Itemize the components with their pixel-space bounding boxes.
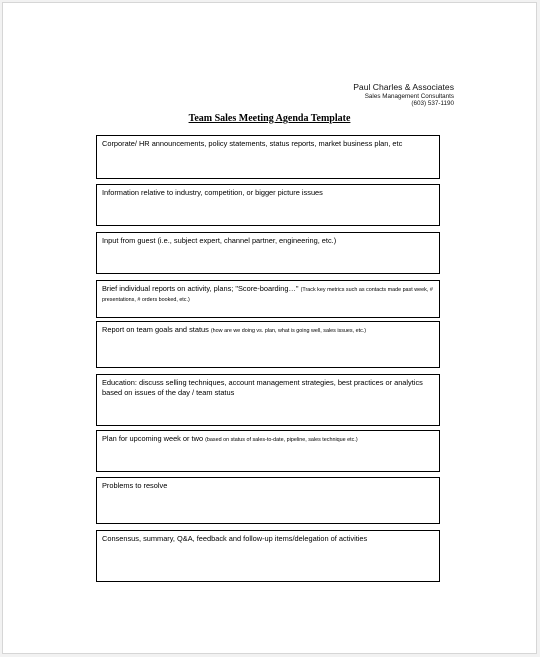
agenda-section-corporate <box>96 135 440 179</box>
agenda-section-label: Brief individual reports on activity, plans; "Score-boarding…" <box>102 284 299 293</box>
agenda-section-plan <box>96 430 440 472</box>
agenda-section-industry <box>96 184 440 226</box>
agenda-section-label: Report on team goals and status <box>102 325 209 334</box>
document-page <box>2 2 537 654</box>
document-title: Team Sales Meeting Agenda Template <box>188 113 351 124</box>
agenda-section-label: Consensus, summary, Q&A, feedback and follow-up items/delegation of activities <box>102 534 368 543</box>
agenda-section-label: Input from guest (i.e., subject expert, channel partner, engineering, etc.) <box>102 236 337 245</box>
agenda-section-problems <box>96 477 440 524</box>
agenda-section-label: Information relative to industry, competition, or bigger picture issues <box>102 188 323 197</box>
company-header <box>353 83 454 107</box>
agenda-section-label: Education: discuss selling techniques, account management strategies, best practices or analytics based on issues of the day / team status <box>102 378 423 397</box>
company-phone: (603) 537-1190 <box>411 100 454 108</box>
agenda-section-team-goals <box>96 321 440 368</box>
agenda-section-label: Plan for upcoming week or two <box>102 434 204 443</box>
agenda-section-individual-reports <box>96 280 440 318</box>
agenda-section-note: (based on status of sales-to-date, pipeline, sales technique etc.) <box>205 437 358 443</box>
agenda-section-consensus <box>96 530 440 582</box>
agenda-section-label: Problems to resolve <box>102 481 168 490</box>
agenda-section-note: (how are we doing vs. plan, what is going well, sales issues, etc.) <box>210 328 367 334</box>
agenda-section-guest <box>96 232 440 274</box>
company-name: Paul Charles & Associates <box>353 82 454 92</box>
company-tagline: Sales Management Consultants <box>364 92 454 100</box>
agenda-section-label: Corporate/ HR announcements, policy statements, status reports, market business plan, etc <box>102 139 403 148</box>
agenda-section-note: (Track key metrics such as contacts made past week, # presentations, # orders booked, etc.) <box>102 287 433 304</box>
agenda-section-education <box>96 374 440 426</box>
